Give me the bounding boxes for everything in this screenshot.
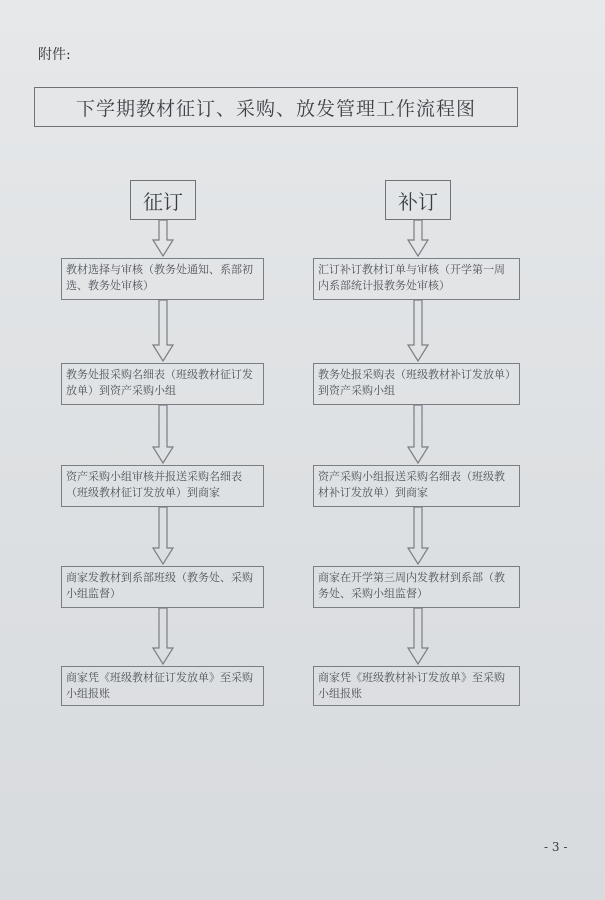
left-step-5: 商家凭《班级教材征订发放单》至采购小组报账 xyxy=(61,666,264,706)
left-step-2: 教务处报采购名细表（班级教材征订发放单）到资产采购小组 xyxy=(61,363,264,405)
left-step-1: 教材选择与审核（教务处通知、系部初选、教务处审核） xyxy=(61,258,264,300)
right-arrow-1 xyxy=(408,220,428,256)
left-step-3: 资产采购小组审核并报送采购名细表（班级教材征订发放单）到商家 xyxy=(61,465,264,507)
heading-buding: 补订 xyxy=(385,180,451,220)
left-step-4: 商家发教材到系部班级（教务处、采购小组监督） xyxy=(61,566,264,608)
left-arrow-1 xyxy=(153,220,173,256)
right-step-5: 商家凭《班级教材补订发放单》至采购小组报账 xyxy=(313,666,520,706)
page-number: - 3 - xyxy=(544,840,568,854)
right-arrow-2 xyxy=(408,300,428,361)
right-arrow-4 xyxy=(408,507,428,564)
left-arrow-3 xyxy=(153,405,173,463)
right-step-4: 商家在开学第三周内发教材到系部（教务处、采购小组监督） xyxy=(313,566,520,608)
right-step-1: 汇订补订教材订单与审核（开学第一周内系部统计报教务处审核） xyxy=(313,258,520,300)
attachment-label: 附件: xyxy=(38,47,71,63)
left-arrow-4 xyxy=(153,507,173,564)
left-arrow-5 xyxy=(153,608,173,664)
left-arrow-2 xyxy=(153,300,173,361)
flowchart-title: 下学期教材征订、采购、放发管理工作流程图 xyxy=(34,87,518,127)
right-arrow-3 xyxy=(408,405,428,463)
heading-zhengding: 征订 xyxy=(130,180,196,220)
right-step-3: 资产采购小组报送采购名细表（班级教材补订发放单）到商家 xyxy=(313,465,520,507)
right-step-2: 教务处报采购表（班级教材补订发放单）到资产采购小组 xyxy=(313,363,520,405)
right-arrow-5 xyxy=(408,608,428,664)
